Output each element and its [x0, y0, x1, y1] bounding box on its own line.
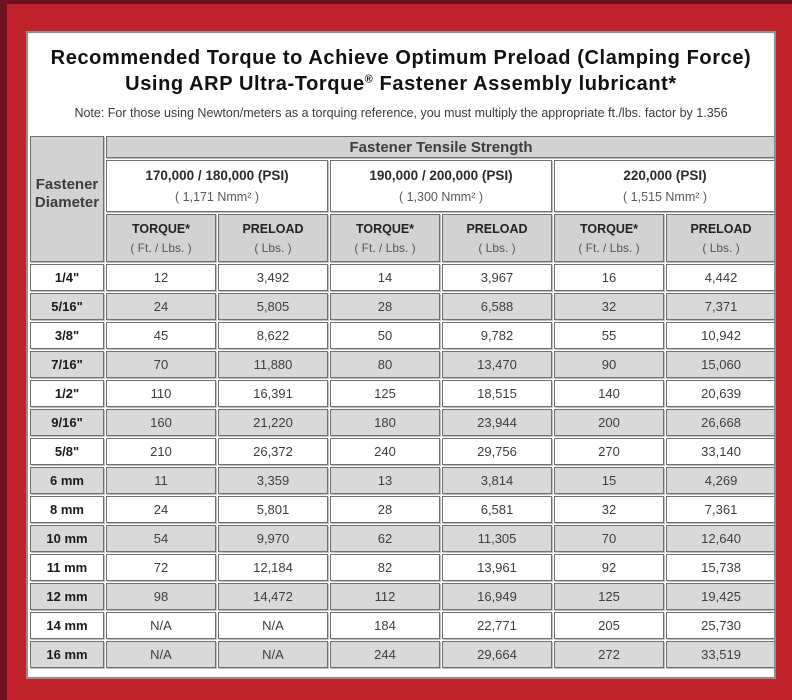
psi-label: 170,000 / 180,000 (PSI)	[145, 168, 289, 183]
preload-unit: ( Lbs. )	[702, 240, 740, 255]
preload-value-cell: 9,970	[218, 525, 328, 552]
preload-value-cell: 3,967	[442, 264, 552, 291]
torque-value-cell: 272	[554, 641, 664, 668]
torque-value-cell: 32	[554, 496, 664, 523]
preload-value-cell: 26,668	[666, 409, 776, 436]
torque-value-cell: 70	[106, 351, 216, 378]
preload-value-cell: 33,140	[666, 438, 776, 465]
preload-value-cell: 26,372	[218, 438, 328, 465]
table-row	[30, 351, 776, 378]
table-row	[30, 322, 776, 349]
table-row	[30, 264, 776, 291]
torque-value-cell: 54	[106, 525, 216, 552]
torque-label: TORQUE*	[579, 221, 639, 236]
psi-label: 190,000 / 200,000 (PSI)	[369, 168, 513, 183]
diameter-cell: 8 mm	[30, 496, 104, 523]
diameter-cell: 16 mm	[30, 641, 104, 668]
table-row	[30, 641, 776, 668]
torque-value-cell: 270	[554, 438, 664, 465]
torque-value-cell: 32	[554, 293, 664, 320]
preload-value-cell: 3,359	[218, 467, 328, 494]
diameter-cell: 6 mm	[30, 467, 104, 494]
diameter-cell: 5/8"	[30, 438, 104, 465]
preload-value-cell: 10,942	[666, 322, 776, 349]
note-text: Note: For those using Newton/meters as a torquing reference, you must multiply the appropriate ft./lbs. factor by 1.356	[74, 106, 728, 120]
torque-value-cell: 244	[330, 641, 440, 668]
table-row	[30, 380, 776, 407]
preload-label: PRELOAD	[690, 221, 752, 236]
torque-table	[28, 134, 776, 670]
preload-value-cell: 13,470	[442, 351, 552, 378]
preload-column-header	[218, 214, 328, 262]
torque-value-cell: N/A	[106, 612, 216, 639]
diameter-cell: 10 mm	[30, 525, 104, 552]
nmm-label: ( 1,515 Nmm² )	[623, 190, 708, 204]
torque-value-cell: 80	[330, 351, 440, 378]
preload-value-cell: 4,442	[666, 264, 776, 291]
diameter-cell: 5/16"	[30, 293, 104, 320]
table-row	[30, 583, 776, 610]
torque-value-cell: 16	[554, 264, 664, 291]
torque-label: TORQUE*	[355, 221, 415, 236]
torque-value-cell: 184	[330, 612, 440, 639]
preload-value-cell: 13,961	[442, 554, 552, 581]
preload-value-cell: 15,738	[666, 554, 776, 581]
preload-unit: ( Lbs. )	[254, 240, 292, 255]
psi-group-header	[554, 160, 776, 212]
table-row	[30, 525, 776, 552]
torque-value-cell: 110	[106, 380, 216, 407]
preload-value-cell: 23,944	[442, 409, 552, 436]
nmm-label: ( 1,171 Nmm² )	[174, 190, 260, 204]
torque-value-cell: 13	[330, 467, 440, 494]
preload-value-cell: 29,664	[442, 641, 552, 668]
preload-value-cell: 11,880	[218, 351, 328, 378]
preload-value-cell: 7,371	[666, 293, 776, 320]
psi-group-header	[330, 160, 552, 212]
torque-value-cell: 15	[554, 467, 664, 494]
torque-value-cell: 210	[106, 438, 216, 465]
preload-label: PRELOAD	[242, 221, 304, 236]
torque-value-cell: 14	[330, 264, 440, 291]
nmm-label: ( 1,300 Nmm² )	[398, 190, 484, 204]
table-row	[30, 612, 776, 639]
torque-value-cell: 11	[106, 467, 216, 494]
preload-value-cell: 20,639	[666, 380, 776, 407]
preload-value-cell: 16,391	[218, 380, 328, 407]
preload-value-cell: 18,515	[442, 380, 552, 407]
table-row	[30, 293, 776, 320]
psi-group-row	[30, 160, 776, 212]
torque-column-header	[330, 214, 440, 262]
preload-value-cell: 29,756	[442, 438, 552, 465]
preload-value-cell: 25,730	[666, 612, 776, 639]
torque-value-cell: 92	[554, 554, 664, 581]
diameter-cell: 3/8"	[30, 322, 104, 349]
psi-group-header	[106, 160, 328, 212]
preload-value-cell: 7,361	[666, 496, 776, 523]
torque-unit: ( Ft. / Lbs. )	[130, 240, 192, 255]
preload-column-header	[442, 214, 552, 262]
torque-value-cell: 55	[554, 322, 664, 349]
tensile-header-row	[30, 136, 776, 158]
diameter-cell: 12 mm	[30, 583, 104, 610]
page-title	[28, 45, 774, 97]
preload-value-cell: 22,771	[442, 612, 552, 639]
preload-value-cell: 12,640	[666, 525, 776, 552]
torque-value-cell: 98	[106, 583, 216, 610]
corner-header-fastener-diameter: Fastener Diameter	[30, 136, 104, 262]
preload-value-cell: 3,814	[442, 467, 552, 494]
torque-value-cell: 125	[330, 380, 440, 407]
preload-value-cell: 16,949	[442, 583, 552, 610]
torque-value-cell: 180	[330, 409, 440, 436]
preload-value-cell: 8,622	[218, 322, 328, 349]
preload-value-cell: 5,805	[218, 293, 328, 320]
torque-value-cell: 45	[106, 322, 216, 349]
diameter-cell: 9/16"	[30, 409, 104, 436]
torque-column-header	[106, 214, 216, 262]
table-row	[30, 554, 776, 581]
table-row	[30, 467, 776, 494]
registered-mark: ®	[364, 73, 374, 86]
preload-value-cell: N/A	[218, 641, 328, 668]
preload-value-cell: 11,305	[442, 525, 552, 552]
diameter-cell: 7/16"	[30, 351, 104, 378]
torque-value-cell: 200	[554, 409, 664, 436]
torque-value-cell: 24	[106, 293, 216, 320]
diameter-cell: 14 mm	[30, 612, 104, 639]
torque-column-header	[554, 214, 664, 262]
preload-value-cell: 19,425	[666, 583, 776, 610]
diameter-cell: 11 mm	[30, 554, 104, 581]
content-panel	[26, 31, 776, 679]
torque-value-cell: 125	[554, 583, 664, 610]
torque-value-cell: 28	[330, 496, 440, 523]
torque-value-cell: N/A	[106, 641, 216, 668]
preload-value-cell: 9,782	[442, 322, 552, 349]
tensile-strength-header: Fastener Tensile Strength	[106, 136, 776, 158]
table-row	[30, 438, 776, 465]
preload-value-cell: 12,184	[218, 554, 328, 581]
torque-value-cell: 12	[106, 264, 216, 291]
preload-label: PRELOAD	[466, 221, 528, 236]
psi-label: 220,000 (PSI)	[623, 168, 707, 183]
torque-value-cell: 240	[330, 438, 440, 465]
torque-value-cell: 140	[554, 380, 664, 407]
preload-value-cell: 21,220	[218, 409, 328, 436]
diameter-cell: 1/4"	[30, 264, 104, 291]
torque-unit: ( Ft. / Lbs. )	[578, 240, 640, 255]
torque-unit: ( Ft. / Lbs. )	[354, 240, 416, 255]
torque-value-cell: 112	[330, 583, 440, 610]
preload-value-cell: 4,269	[666, 467, 776, 494]
preload-value-cell: 3,492	[218, 264, 328, 291]
preload-value-cell: N/A	[218, 612, 328, 639]
title-line-2: Using ARP Ultra-Torque® Fastener Assembly lubricant*	[125, 73, 677, 95]
torque-value-cell: 160	[106, 409, 216, 436]
table-row	[30, 409, 776, 436]
preload-value-cell: 33,519	[666, 641, 776, 668]
title-line-1: Recommended Torque to Achieve Optimum Preload (Clamping Force)	[50, 47, 752, 69]
torque-value-cell: 72	[106, 554, 216, 581]
torque-value-cell: 24	[106, 496, 216, 523]
torque-value-cell: 50	[330, 322, 440, 349]
torque-value-cell: 205	[554, 612, 664, 639]
preload-value-cell: 6,588	[442, 293, 552, 320]
preload-unit: ( Lbs. )	[478, 240, 516, 255]
torque-value-cell: 90	[554, 351, 664, 378]
torque-value-cell: 70	[554, 525, 664, 552]
torque-value-cell: 28	[330, 293, 440, 320]
preload-column-header	[666, 214, 776, 262]
preload-value-cell: 14,472	[218, 583, 328, 610]
preload-value-cell: 15,060	[666, 351, 776, 378]
torque-value-cell: 82	[330, 554, 440, 581]
diameter-cell: 1/2"	[30, 380, 104, 407]
preload-value-cell: 6,581	[442, 496, 552, 523]
column-header-row	[30, 214, 776, 262]
torque-label: TORQUE*	[131, 221, 191, 236]
table-row	[30, 496, 776, 523]
torque-value-cell: 62	[330, 525, 440, 552]
preload-value-cell: 5,801	[218, 496, 328, 523]
